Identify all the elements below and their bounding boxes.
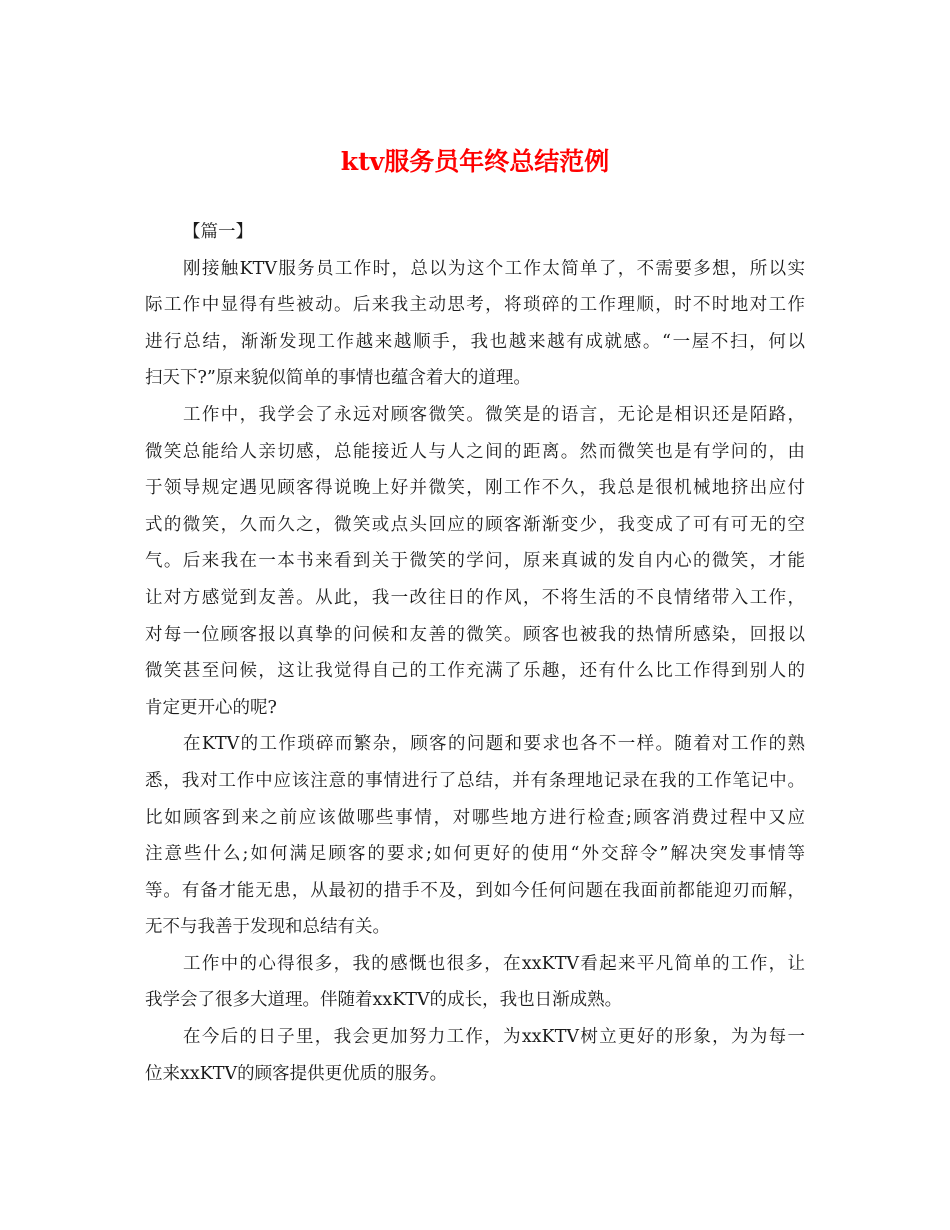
paragraph-line: 对每一位顾客报以真挚的问候和友善的微笑。顾客也被我的热情所感染，回报以	[145, 624, 805, 645]
paragraph-line: 工作中的心得很多，我的感慨也很多，在xxKTV看起来平凡简单的工作，让	[183, 953, 805, 974]
paragraph-line: 微笑总能给人亲切感，总能接近人与人之间的距离。然而微笑也是有学问的，由	[145, 441, 805, 462]
paragraph-line: 我学会了很多大道理。伴随着xxKTV的成长，我也日渐成熟。	[145, 990, 623, 1011]
paragraph-line: 在KTV的工作琐碎而繁杂，顾客的问题和要求也各不一样。随着对工作的熟	[183, 734, 805, 755]
section-heading: 【篇一】	[183, 222, 253, 242]
paragraph-line: 式的微笑，久而久之，微笑或点头回应的顾客渐渐变少，我变成了可有可无的空	[145, 514, 805, 535]
paragraph-line: 微笑甚至问候，这让我觉得自己的工作充满了乐趣，还有什么比工作得到别人的	[145, 661, 805, 682]
paragraph-line: 无不与我善于发现和总结有关。	[145, 917, 390, 938]
paragraph-line: 悉，我对工作中应该注意的事情进行了总结，并有条理地记录在我的工作笔记中。	[145, 770, 805, 791]
paragraph-line: 进行总结，渐渐发现工作越来越顺手，我也越来越有成就感。“一屋不扫，何以	[145, 331, 805, 352]
paragraph-line: 肯定更开心的呢?	[145, 697, 277, 718]
paragraph-line: 让对方感觉到友善。从此，我一改往日的作风，不将生活的不良情绪带入工作，	[145, 587, 805, 608]
paragraph-line: 于领导规定遇见顾客得说晚上好并微笑，刚工作不久，我总是很机械地挤出应付	[145, 478, 805, 499]
document-title: ktv服务员年终总结范例	[340, 147, 610, 176]
paragraph-line: 际工作中显得有些被动。后来我主动思考，将琐碎的工作理顺，时不时地对工作	[145, 295, 805, 316]
paragraph-line: 比如顾客到来之前应该做哪些事情，对哪些地方进行检查;顾客消费过程中又应	[145, 807, 805, 828]
paragraph-line: 注意些什么;如何满足顾客的要求;如何更好的使用“外交辞令”解决突发事情等	[145, 844, 805, 865]
paragraph-line: 位来xxKTV的顾客提供更优质的服务。	[145, 1063, 448, 1084]
document-body	[145, 214, 805, 1092]
paragraph-line: 扫天下?”原来貌似简单的事情也蕴含着大的道理。	[145, 368, 531, 389]
paragraph-line: 等。有备才能无患，从最初的措手不及，到如今任何问题在我面前都能迎刃而解，	[145, 880, 805, 901]
paragraph-line: 刚接触KTV服务员工作时，总以为这个工作太简单了，不需要多想，所以实	[183, 258, 805, 279]
paragraph-line: 工作中，我学会了永远对顾客微笑。微笑是的语言，无论是相识还是陌路，	[183, 404, 805, 425]
paragraph-line: 在今后的日子里，我会更加努力工作，为xxKTV树立更好的形象，为为每一	[183, 1027, 805, 1048]
paragraph-line: 气。后来我在一本书来看到关于微笑的学问，原来真诚的发自内心的微笑，才能	[145, 551, 805, 572]
